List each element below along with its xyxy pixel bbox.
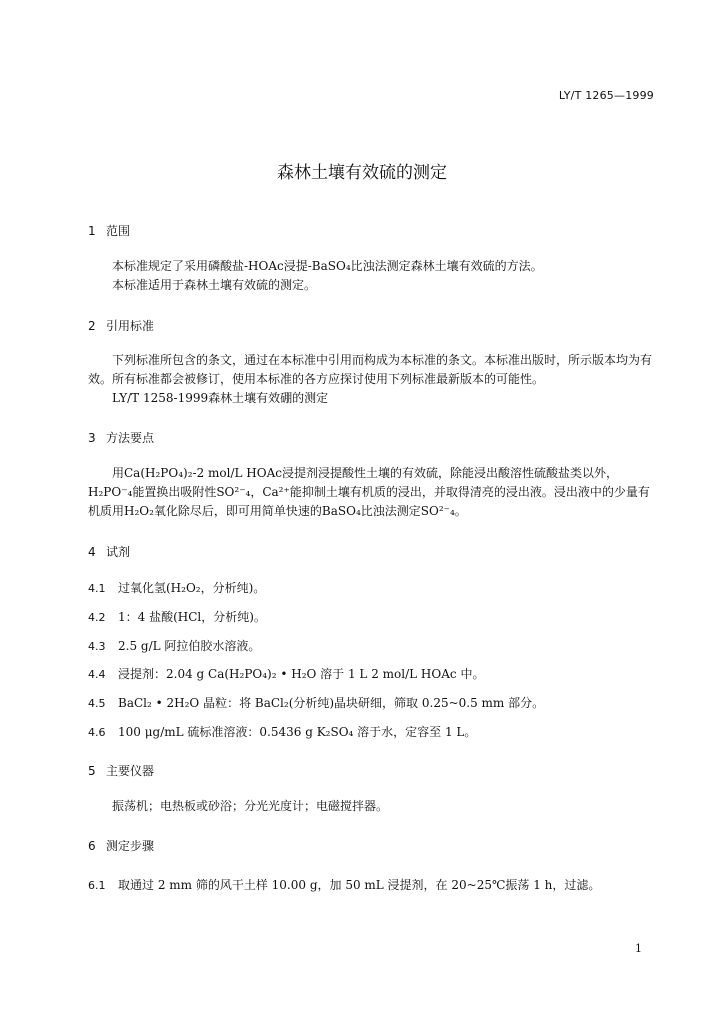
document-title: 森林土壤有效硫的测定 — [277, 163, 447, 183]
section-2-reference: LY/T 1258-1999森林土壤有效硼的测定 — [112, 391, 329, 405]
reagent-item — [88, 694, 656, 711]
section-6-heading — [88, 837, 154, 854]
section-5-paragraph-1: 振荡机；电热板或砂浴；分光光度计；电磁搅拌器。 — [112, 799, 389, 813]
reagent-item — [88, 579, 656, 596]
reagent-item — [88, 637, 656, 654]
procedure-step — [88, 876, 656, 893]
section-number: 6 — [88, 839, 96, 853]
section-2-heading — [88, 317, 154, 334]
section-number: 1 — [88, 224, 96, 238]
item-text: 1：4 盐酸(HCl，分析纯)。 — [118, 610, 266, 624]
section-title: 主要仪器 — [106, 764, 155, 778]
item-text: 过氧化氢(H₂O₂，分析纯)。 — [118, 581, 266, 595]
section-1-paragraph-1: 本标准规定了采用磷酸盐-HOAc浸提-BaSO₄比浊法测定森林土壤有效硫的方法。 — [112, 259, 543, 273]
section-title: 引用标准 — [106, 319, 155, 333]
section-1-heading — [88, 222, 130, 239]
section-title: 试剂 — [106, 545, 131, 559]
item-number: 4.4 — [88, 668, 106, 681]
step-number: 6.1 — [88, 879, 106, 892]
section-number: 4 — [88, 545, 96, 559]
section-3-heading — [88, 429, 154, 446]
section-title: 范围 — [106, 224, 131, 238]
section-1-paragraph-2: 本标准适用于森林土壤有效硫的测定。 — [112, 278, 317, 292]
item-number: 4.6 — [88, 726, 106, 739]
section-3-paragraph-1: 用Ca(H₂PO₄)₂-2 mol/L HOAc浸提剂浸提酸性土壤的有效硫，除能浸出酸溶性硫酸盐类以外，H₂PO⁻₄能置换出吸附性SO²⁻₄，Ca²⁺能抑制土壤有机质的浸出，并取得清亮的浸出液。浸出液中的少量有机质用H₂O₂氧化除尽后，即可用简单快速的BaSO₄比浊法测定SO²⁻₄。 — [88, 466, 650, 518]
section-number: 2 — [88, 319, 96, 333]
item-text: 2.5 g/L 阿拉伯胶水溶液。 — [118, 639, 261, 653]
step-text: 取通过 2 mm 筛的风干土样 10.00 g，加 50 mL 浸提剂，在 20~25℃振荡 1 h，过滤。 — [118, 878, 601, 892]
section-4-heading — [88, 543, 130, 560]
item-number: 4.2 — [88, 611, 106, 624]
item-text: 浸提剂：2.04 g Ca(H₂PO₄)₂ • H₂O 溶于 1 L 2 mol/L HOAc 中。 — [118, 667, 485, 681]
section-number: 3 — [88, 431, 96, 445]
section-title: 测定步骤 — [106, 839, 155, 853]
reagent-item — [88, 723, 656, 740]
item-text: 100 μg/mL 硫标准溶液：0.5436 g K₂SO₄ 溶于水，定容至 1 L。 — [118, 725, 477, 739]
item-text: BaCl₂ • 2H₂O 晶粒：将 BaCl₂(分析纯)晶块研细，筛取 0.25~0.5 mm 部分。 — [118, 696, 545, 710]
section-title: 方法要点 — [106, 431, 155, 445]
item-number: 4.3 — [88, 640, 106, 653]
standard-number: LY/T 1265—1999 — [558, 89, 654, 102]
reagent-item — [88, 665, 656, 682]
section-2-paragraph-1: 下列标准所包含的条文，通过在本标准中引用而构成为本标准的条文。本标准出版时，所示版本均为有效。所有标准都会被修订，使用本标准的各方应探讨使用下列标准最新版本的可能性。 — [88, 353, 653, 386]
reagent-item — [88, 608, 656, 625]
section-5-heading — [88, 762, 154, 779]
item-number: 4.5 — [88, 697, 106, 710]
section-number: 5 — [88, 764, 96, 778]
item-number: 4.1 — [88, 582, 106, 595]
page-number: 1 — [635, 942, 642, 955]
